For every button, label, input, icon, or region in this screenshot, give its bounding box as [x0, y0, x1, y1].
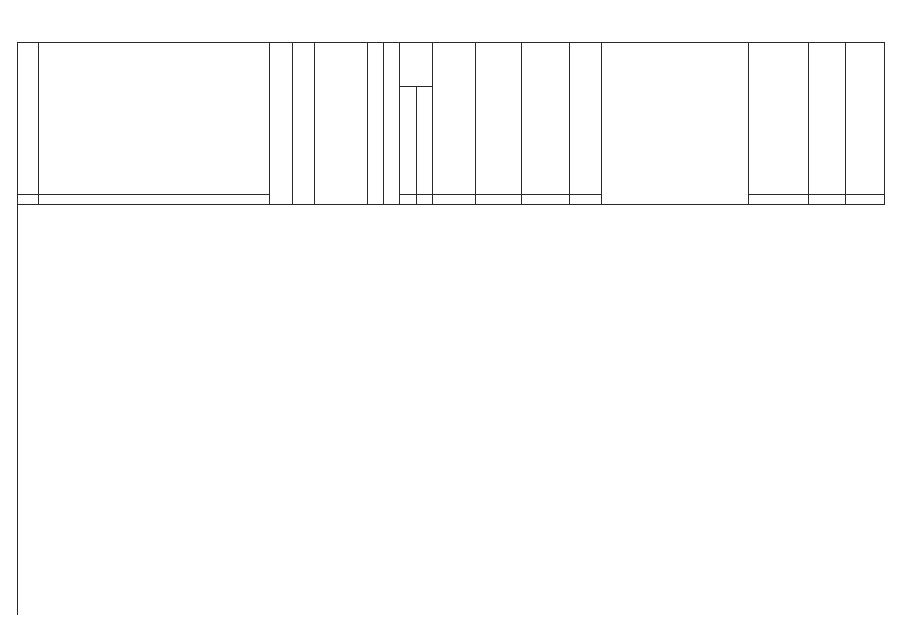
header-residents — [570, 42, 602, 195]
header-address — [39, 42, 270, 195]
header-lifts-cargo — [417, 87, 433, 195]
header-unit-cost — [809, 42, 846, 195]
unit-cost — [749, 195, 809, 205]
unit-people — [570, 195, 602, 205]
unit-lifts-p — [400, 195, 417, 205]
units-blank-1 — [17, 195, 39, 205]
unit-area2 — [476, 195, 522, 205]
header-roof-area — [522, 42, 570, 195]
header-lifts — [400, 42, 433, 87]
unit-roof — [522, 195, 570, 205]
unit-specific — [809, 195, 846, 205]
unit-lifts-g — [417, 195, 433, 205]
header-work-type — [602, 42, 749, 205]
units-blank-2 — [39, 195, 270, 205]
unit-max — [846, 195, 885, 205]
header-total-area — [433, 42, 476, 195]
header-wall-material — [315, 42, 368, 205]
header-entrances — [384, 42, 400, 205]
header-code — [17, 42, 39, 195]
header-year — [270, 42, 293, 205]
header-max-cost — [846, 42, 885, 195]
header-cost — [749, 42, 809, 195]
header-lifts-passenger — [400, 87, 417, 195]
unit-area — [433, 195, 476, 205]
header-floors — [368, 42, 384, 205]
header-heritage — [293, 42, 315, 205]
header-owned-area — [476, 42, 522, 195]
